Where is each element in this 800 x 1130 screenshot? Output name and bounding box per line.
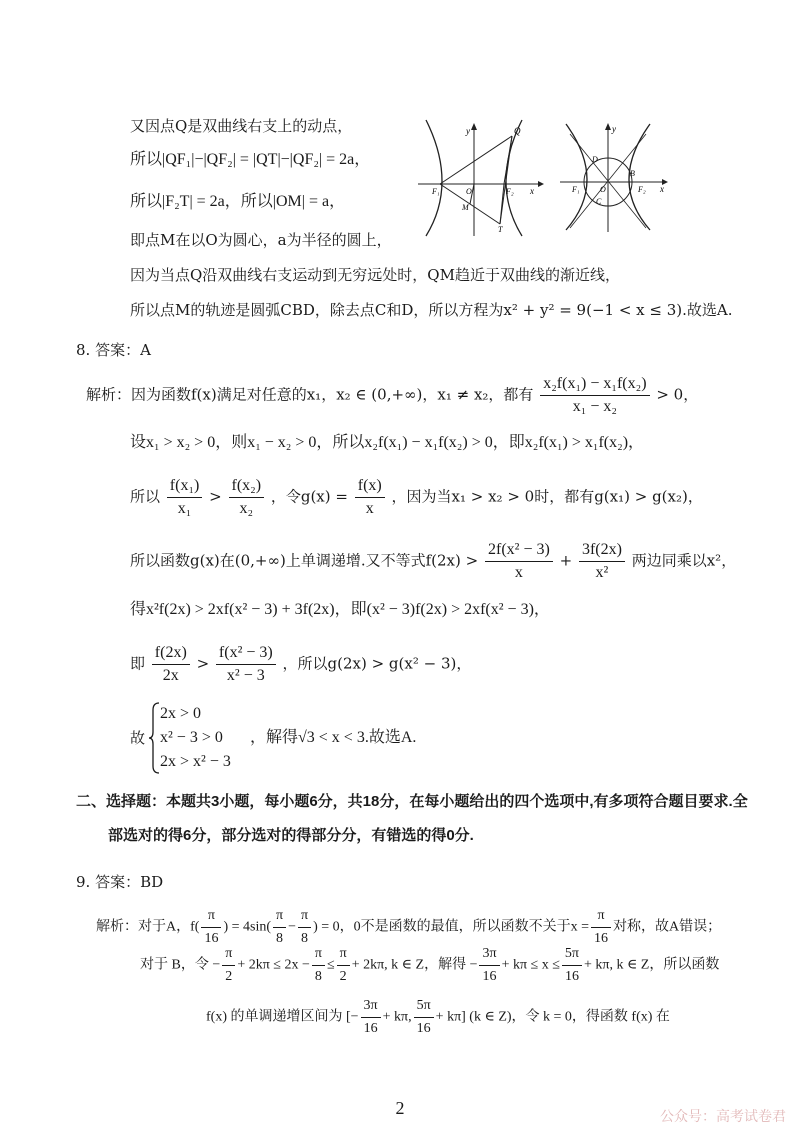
hyperbola-line-4: 即点M在以O为圆心，a为半径的圆上， (130, 231, 392, 249)
q8-header: 8. 答案：A (76, 341, 151, 359)
q8-line-5: 得x²f(2x) > 2xf(x² − 3) + 3f(2x)，即(x² − 3)f(2x) > 2xf(x² − 3)， (130, 601, 550, 618)
hyperbola-line-2: 所以|QF₁|−|QF₂| = |QT|−|QF₂| = 2a， (130, 151, 371, 168)
system-line-3: 2x > x² − 3 (160, 753, 231, 770)
watermark: 公众号：高考试卷君 (660, 1109, 786, 1125)
point-f1-label-2: F₁ (572, 185, 580, 194)
point-f2-label: F₂ (506, 187, 514, 196)
point-m-label: M (462, 203, 469, 212)
point-f2-label-2: F₂ (638, 185, 646, 194)
page-number: 2 (395, 1098, 405, 1118)
section-2-line-2: 部选对的得6分，部分选对的得部分分，有错选的得0分. (108, 827, 474, 844)
q8-line-6: 即 $\frac{f(2x)}{2x}$ > $\frac{\text{f(x² − 3)}}{\text{x² − 3}}$ ，所以g(2x) > g(x² − 3)， (130, 644, 472, 684)
point-d-label: D (592, 155, 598, 164)
q9-header: 9. 答案：BD (76, 873, 164, 891)
hyperbola-line-1: 又因点Q是双曲线右支上的动点， (130, 117, 353, 135)
point-o-label-2: O (600, 185, 606, 194)
axis-y-label: y (466, 126, 470, 136)
q8-line-2: 设x₁ > x₂ > 0，则x₁ − x₂ > 0，所以x₂f(x₁) − x₁f(x₂) > 0，即x₂f(x₁) > x₁f(x₂)， (130, 434, 645, 451)
axis-x-label: x (530, 186, 534, 196)
hyperbola-figure-right (560, 118, 676, 234)
q8-line-1: 解析：因为函数f(x)满足对任意的x₁，x₂ ∈ (0,+∞)，x₁ ≠ x₂，都有 $\frac{\text{x₂f(x₁) − x₁f(x₂)}}{\text{x₁ − x₂}}$ > 0， (86, 375, 699, 415)
hyperbola-line-5: 因为当点Q沿双曲线右支运动到无穷远处时，QM趋近于双曲线的渐近线， (130, 266, 620, 284)
system-brace (148, 702, 160, 774)
system-line-1: 2x > 0 (160, 705, 202, 722)
section-2-line-1: 二、选择题：本题共3小题，每小题6分，共18分，在每小题给出的四个选项中,有多项符合题目要求.全 (76, 793, 748, 810)
point-c-label: C (596, 197, 602, 206)
q9-line-1: 解析：对于A，f( $\frac{\pi}{16}$ ) = 4sin( $\frac{\pi}{8}$ − $\frac{\pi}{8}$ ) = 0，0不是函数的最值，所以函数不关于x = $\frac{\pi}{16}$ 对称，故A错误； (96, 908, 722, 946)
axis-x-label-2: x (660, 184, 664, 194)
point-o-label: O (466, 187, 472, 196)
q8-gu-label: 故 (130, 729, 146, 747)
point-t-label: T (498, 225, 503, 234)
q9-line-3: f(x) 的单调递增区间为 [− $\frac{3\pi}{16}$ + kπ, $\frac{5\pi}{16}$ + kπ] (k ∈ Z)，令 k = 0，得函数 f(x) 在 (206, 998, 670, 1036)
hyperbola-line-3: 所以|F₂T| = 2a，所以|OM| = a， (130, 193, 346, 210)
point-f1-label: F₁ (432, 187, 440, 196)
hyperbola-figure-left (418, 118, 546, 238)
q8-line-3: 所以 $\frac{\text{f(x₁)}}{\text{x₁}}$ > $\frac{\text{f(x₂)}}{\text{x₂}}$ ，令g(x) = $\frac{f(x)}{x}$ ，因为当x₁ > x₂ > 0时，都有g(x₁) > g(x₂)， (130, 477, 703, 517)
q8-conclusion: ，解得√3 < x < 3.故选A. (250, 729, 417, 746)
q9-line-2: 对于 B，令 − $\frac{\pi}{2}$ + 2kπ ≤ 2x − $\frac{\pi}{8}$ ≤ $\frac{\pi}{2}$ + 2kπ, k ∈ Z，解得 − $\frac{3\pi}{16}$ + kπ ≤ x ≤ $\frac{5\pi}{16}$ + kπ, k ∈ Z，所以函数 (140, 946, 720, 984)
system-line-2: x² − 3 > 0 (160, 729, 223, 746)
point-q-label: Q (514, 126, 521, 136)
point-b-label: B (630, 169, 635, 178)
axis-y-label-2: y (612, 124, 616, 134)
q8-line-4: 所以函数g(x)在(0,+∞)上单调递增.又不等式f(2x) > $\frac{\text{2f(x² − 3)}}{x}$ + $\frac{3f(2x)}{\text{x²}}$ 两边同乘以x²， (130, 541, 737, 581)
hyperbola-line-6: 所以点M的轨迹是圆弧CBD，除去点C和D，所以方程为x² + y² = 9(−1 < x ≤ 3).故选A. (130, 301, 733, 319)
